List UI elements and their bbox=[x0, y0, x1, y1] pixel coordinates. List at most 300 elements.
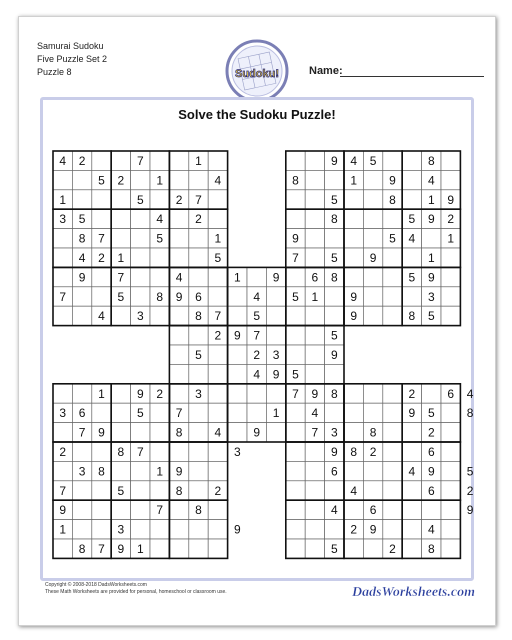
grid-cell[interactable] bbox=[92, 287, 111, 306]
clue-number: 5 bbox=[330, 251, 338, 265]
grid-cell[interactable] bbox=[383, 248, 402, 267]
grid-cell[interactable] bbox=[111, 423, 130, 442]
grid-cell[interactable] bbox=[286, 539, 305, 558]
clue-number: 8 bbox=[330, 270, 338, 285]
grid-cell[interactable] bbox=[189, 520, 208, 539]
samurai-sudoku-grid bbox=[19, 17, 495, 625]
clue-number: 5 bbox=[195, 348, 202, 362]
clue-number: 3 bbox=[59, 406, 67, 421]
grid-cell[interactable] bbox=[111, 403, 130, 422]
grid-cell[interactable] bbox=[325, 481, 344, 500]
grid-cell[interactable] bbox=[383, 384, 402, 403]
clue-number: 9 bbox=[466, 503, 474, 518]
grid-cell[interactable] bbox=[441, 520, 460, 539]
grid-cell[interactable] bbox=[305, 539, 324, 558]
grid-cell[interactable] bbox=[92, 403, 111, 422]
grid-cell[interactable] bbox=[189, 229, 208, 248]
grid-cell[interactable] bbox=[402, 539, 421, 558]
clue-number: 4 bbox=[466, 386, 474, 401]
grid-cell[interactable] bbox=[169, 151, 188, 170]
grid-cell[interactable] bbox=[402, 442, 421, 461]
grid-cell[interactable] bbox=[53, 267, 72, 286]
clue-number: 5 bbox=[330, 542, 338, 556]
grid-cell[interactable] bbox=[305, 442, 324, 461]
clue-number: 8 bbox=[195, 309, 202, 324]
grid-cell[interactable] bbox=[266, 287, 285, 306]
grid-cell[interactable] bbox=[208, 520, 227, 539]
grid-cell[interactable] bbox=[208, 267, 227, 286]
grid-cell[interactable] bbox=[402, 287, 421, 306]
grid-cell[interactable] bbox=[344, 461, 363, 480]
clue-number: 8 bbox=[350, 445, 358, 459]
clue-number: 9 bbox=[427, 212, 435, 227]
clue-number: 8 bbox=[330, 212, 338, 227]
grid-cell[interactable] bbox=[441, 461, 460, 480]
grid-cell[interactable] bbox=[344, 248, 363, 267]
grid-cell[interactable] bbox=[208, 500, 227, 519]
grid-cell[interactable] bbox=[208, 384, 227, 403]
clue-number: 3 bbox=[233, 445, 241, 459]
grid-cell[interactable] bbox=[383, 403, 402, 422]
grid-cell[interactable] bbox=[150, 539, 169, 558]
clue-number: 2 bbox=[369, 445, 377, 459]
grid-cell[interactable] bbox=[72, 500, 91, 519]
clue-number: 1 bbox=[98, 386, 105, 401]
grid-cell[interactable] bbox=[266, 326, 285, 345]
grid-cell[interactable] bbox=[72, 442, 91, 461]
grid-cell[interactable] bbox=[422, 384, 441, 403]
grid-cell[interactable] bbox=[228, 287, 247, 306]
clue-number: 7 bbox=[292, 251, 299, 265]
grid-cell[interactable] bbox=[169, 364, 188, 383]
grid-cell[interactable] bbox=[402, 481, 421, 500]
grid-cell[interactable] bbox=[189, 326, 208, 345]
clue-number: 8 bbox=[292, 173, 299, 188]
grid-cell[interactable] bbox=[53, 539, 72, 558]
grid-cell[interactable] bbox=[111, 461, 130, 480]
grid-cell[interactable] bbox=[305, 520, 324, 539]
clue-number: 9 bbox=[272, 270, 280, 285]
clue-number: 5 bbox=[427, 406, 435, 421]
grid-cell[interactable] bbox=[402, 190, 421, 209]
clue-number: 9 bbox=[253, 425, 261, 440]
clue-number: 8 bbox=[408, 309, 416, 324]
grid-cell[interactable] bbox=[189, 170, 208, 189]
grid-cell[interactable] bbox=[208, 287, 227, 306]
grid-cell[interactable] bbox=[169, 345, 188, 364]
grid-cell[interactable] bbox=[247, 267, 266, 286]
grid-cell[interactable] bbox=[189, 461, 208, 480]
grid-cell[interactable] bbox=[169, 384, 188, 403]
grid-cell[interactable] bbox=[228, 306, 247, 325]
clue-number: 5 bbox=[292, 367, 299, 382]
grid-cell[interactable] bbox=[131, 267, 150, 286]
clue-number: 5 bbox=[408, 270, 416, 285]
grid-cell[interactable] bbox=[169, 500, 188, 519]
puzzle-number-label: Puzzle 8 bbox=[37, 67, 72, 77]
grid-cell[interactable] bbox=[208, 442, 227, 461]
clue-number: 2 bbox=[195, 212, 202, 227]
grid-cell[interactable] bbox=[344, 267, 363, 286]
grid-cell[interactable] bbox=[286, 267, 305, 286]
clue-number: 5 bbox=[214, 251, 222, 265]
grid-cell[interactable] bbox=[150, 403, 169, 422]
clue-number: 7 bbox=[253, 328, 261, 343]
grid-cell[interactable] bbox=[169, 306, 188, 325]
grid-cell[interactable] bbox=[383, 520, 402, 539]
grid-cell[interactable] bbox=[441, 248, 460, 267]
grid-cell[interactable] bbox=[169, 539, 188, 558]
grid-cell[interactable] bbox=[383, 287, 402, 306]
grid-cell[interactable] bbox=[111, 500, 130, 519]
grid-cell[interactable] bbox=[208, 209, 227, 228]
grid-cell[interactable] bbox=[189, 267, 208, 286]
grid-cell[interactable] bbox=[189, 442, 208, 461]
grid-cell[interactable] bbox=[247, 384, 266, 403]
grid-cell[interactable] bbox=[305, 151, 324, 170]
clue-number: 1 bbox=[136, 542, 144, 556]
grid-cell[interactable] bbox=[344, 229, 363, 248]
clue-number: 7 bbox=[175, 406, 183, 421]
grid-cell[interactable] bbox=[53, 384, 72, 403]
grid-cell[interactable] bbox=[286, 403, 305, 422]
grid-cell[interactable] bbox=[169, 442, 188, 461]
grid-cell[interactable] bbox=[150, 423, 169, 442]
grid-cell[interactable] bbox=[53, 423, 72, 442]
clue-number: 2 bbox=[427, 425, 435, 440]
clue-number: 6 bbox=[447, 386, 455, 401]
grid-cell[interactable] bbox=[286, 423, 305, 442]
grid-cell[interactable] bbox=[441, 539, 460, 558]
clue-number: 4 bbox=[350, 154, 358, 168]
grid-cell[interactable] bbox=[150, 190, 169, 209]
grid-cell[interactable] bbox=[189, 539, 208, 558]
clue-number: 6 bbox=[330, 464, 338, 479]
grid-cell[interactable] bbox=[92, 520, 111, 539]
grid-cell[interactable] bbox=[286, 190, 305, 209]
grid-cell[interactable] bbox=[189, 248, 208, 267]
grid-cell[interactable] bbox=[266, 423, 285, 442]
grid-cell[interactable] bbox=[150, 151, 169, 170]
grid-cell[interactable] bbox=[150, 267, 169, 286]
grid-cell[interactable] bbox=[266, 384, 285, 403]
grid-cell[interactable] bbox=[383, 461, 402, 480]
grid-cell[interactable] bbox=[344, 384, 363, 403]
clue-number: 5 bbox=[136, 406, 144, 421]
grid-cell[interactable] bbox=[402, 520, 421, 539]
grid-cell[interactable] bbox=[131, 248, 150, 267]
clue-number: 5 bbox=[389, 231, 396, 246]
grid-cell[interactable] bbox=[208, 403, 227, 422]
clue-number: 7 bbox=[98, 231, 105, 246]
grid-cell[interactable] bbox=[131, 500, 150, 519]
grid-cell[interactable] bbox=[402, 151, 421, 170]
grid-cell[interactable] bbox=[383, 500, 402, 519]
grid-cell[interactable] bbox=[131, 481, 150, 500]
grid-cell[interactable] bbox=[92, 209, 111, 228]
clue-number: 2 bbox=[214, 483, 222, 498]
grid-cell[interactable] bbox=[150, 520, 169, 539]
grid-cell[interactable] bbox=[286, 345, 305, 364]
grid-cell[interactable] bbox=[344, 500, 363, 519]
grid-cell[interactable] bbox=[441, 423, 460, 442]
grid-cell[interactable] bbox=[208, 151, 227, 170]
grid-cell[interactable] bbox=[247, 403, 266, 422]
clue-number: 4 bbox=[408, 231, 416, 246]
grid-cell[interactable] bbox=[344, 209, 363, 228]
grid-cell[interactable] bbox=[305, 461, 324, 480]
grid-cell[interactable] bbox=[72, 306, 91, 325]
grid-cell[interactable] bbox=[441, 151, 460, 170]
grid-cell[interactable] bbox=[72, 190, 91, 209]
clue-number: 9 bbox=[330, 154, 338, 168]
clue-number: 2 bbox=[98, 251, 105, 265]
grid-cell[interactable] bbox=[228, 345, 247, 364]
brand-text: DadsWorksheets.com bbox=[351, 585, 475, 600]
grid-cell[interactable] bbox=[286, 326, 305, 345]
grid-cell[interactable] bbox=[169, 520, 188, 539]
grid-cell[interactable] bbox=[344, 423, 363, 442]
clue-number: 3 bbox=[136, 309, 144, 324]
grid-cell[interactable] bbox=[286, 209, 305, 228]
grid-cell[interactable] bbox=[286, 500, 305, 519]
grid-cell[interactable] bbox=[131, 520, 150, 539]
clue-number: 6 bbox=[427, 483, 435, 498]
clue-number: 2 bbox=[408, 386, 416, 401]
clue-number: 5 bbox=[466, 464, 474, 479]
grid-cell[interactable] bbox=[305, 248, 324, 267]
grid-cell[interactable] bbox=[53, 229, 72, 248]
grid-cell[interactable] bbox=[53, 248, 72, 267]
clue-number: 9 bbox=[408, 406, 416, 421]
grid-cell[interactable] bbox=[266, 306, 285, 325]
clue-number: 2 bbox=[389, 542, 396, 556]
grid-cell[interactable] bbox=[53, 306, 72, 325]
grid-cell[interactable] bbox=[111, 229, 130, 248]
grid-cell[interactable] bbox=[131, 209, 150, 228]
clue-number: 7 bbox=[78, 425, 86, 440]
clue-number: 5 bbox=[292, 289, 299, 304]
grid-cell[interactable] bbox=[208, 461, 227, 480]
clue-number: 8 bbox=[175, 425, 183, 440]
worksheet-page bbox=[18, 16, 496, 626]
clue-number: 5 bbox=[117, 483, 125, 498]
grid-cell[interactable] bbox=[441, 170, 460, 189]
grid-cell[interactable] bbox=[169, 170, 188, 189]
grid-cell[interactable] bbox=[286, 151, 305, 170]
grid-cell[interactable] bbox=[344, 539, 363, 558]
grid-cell[interactable] bbox=[305, 306, 324, 325]
grid-cell[interactable] bbox=[131, 287, 150, 306]
grid-cell[interactable] bbox=[305, 209, 324, 228]
grid-cell[interactable] bbox=[150, 306, 169, 325]
clue-number: 8 bbox=[427, 542, 435, 556]
grid-cell[interactable] bbox=[208, 539, 227, 558]
grid-cell[interactable] bbox=[189, 481, 208, 500]
clue-number: 1 bbox=[233, 270, 241, 285]
grid-cell[interactable] bbox=[72, 520, 91, 539]
clue-number: 7 bbox=[195, 192, 202, 207]
grid-cell[interactable] bbox=[53, 461, 72, 480]
clue-number: 3 bbox=[59, 212, 67, 227]
grid-cell[interactable] bbox=[286, 520, 305, 539]
grid-cell[interactable] bbox=[150, 481, 169, 500]
clue-number: 1 bbox=[156, 464, 164, 479]
grid-cell[interactable] bbox=[169, 248, 188, 267]
grid-cell[interactable] bbox=[305, 481, 324, 500]
grid-cell[interactable] bbox=[325, 403, 344, 422]
clue-number: 4 bbox=[214, 425, 222, 440]
clue-number: 8 bbox=[330, 386, 338, 401]
grid-cell[interactable] bbox=[131, 229, 150, 248]
grid-cell[interactable] bbox=[363, 384, 382, 403]
grid-cell[interactable] bbox=[325, 364, 344, 383]
grid-cell[interactable] bbox=[305, 229, 324, 248]
grid-cell[interactable] bbox=[363, 287, 382, 306]
grid-cell[interactable] bbox=[72, 287, 91, 306]
grid-cell[interactable] bbox=[363, 170, 382, 189]
grid-cell[interactable] bbox=[325, 520, 344, 539]
grid-cell[interactable] bbox=[402, 423, 421, 442]
grid-cell[interactable] bbox=[92, 151, 111, 170]
clue-number: 1 bbox=[311, 289, 319, 304]
grid-cell[interactable] bbox=[131, 461, 150, 480]
grid-cell[interactable] bbox=[383, 267, 402, 286]
grid-cell[interactable] bbox=[325, 287, 344, 306]
grid-cell[interactable] bbox=[441, 306, 460, 325]
grid-cell[interactable] bbox=[169, 209, 188, 228]
grid-cell[interactable] bbox=[228, 403, 247, 422]
grid-cell[interactable] bbox=[305, 364, 324, 383]
grid-cell[interactable] bbox=[305, 500, 324, 519]
grid-cell[interactable] bbox=[363, 539, 382, 558]
grid-cell[interactable] bbox=[344, 190, 363, 209]
grid-cell[interactable] bbox=[363, 461, 382, 480]
clue-number: 1 bbox=[117, 251, 125, 265]
grid-cell[interactable] bbox=[383, 209, 402, 228]
clue-number: 4 bbox=[253, 289, 261, 304]
grid-cell[interactable] bbox=[53, 170, 72, 189]
grid-cell[interactable] bbox=[111, 151, 130, 170]
grid-cell[interactable] bbox=[383, 481, 402, 500]
grid-cell[interactable] bbox=[92, 481, 111, 500]
grid-cell[interactable] bbox=[441, 287, 460, 306]
clue-number: 5 bbox=[98, 173, 105, 188]
grid-cell[interactable] bbox=[441, 481, 460, 500]
clue-number: 9 bbox=[136, 386, 144, 401]
grid-cell[interactable] bbox=[363, 229, 382, 248]
grid-cell[interactable] bbox=[72, 384, 91, 403]
grid-cell[interactable] bbox=[286, 481, 305, 500]
grid-cell[interactable] bbox=[72, 481, 91, 500]
grid-cell[interactable] bbox=[325, 306, 344, 325]
clue-number: 2 bbox=[466, 483, 474, 498]
grid-cell[interactable] bbox=[402, 170, 421, 189]
grid-cell[interactable] bbox=[92, 190, 111, 209]
grid-cell[interactable] bbox=[208, 345, 227, 364]
clue-number: 9 bbox=[330, 445, 338, 459]
grid-cell[interactable] bbox=[325, 229, 344, 248]
grid-cell[interactable] bbox=[189, 423, 208, 442]
grid-cell[interactable] bbox=[111, 209, 130, 228]
grid-cell[interactable] bbox=[402, 500, 421, 519]
grid-cell[interactable] bbox=[422, 229, 441, 248]
grid-cell[interactable] bbox=[228, 384, 247, 403]
clue-number: 9 bbox=[369, 251, 377, 265]
grid-cell[interactable] bbox=[131, 170, 150, 189]
grid-cell[interactable] bbox=[150, 442, 169, 461]
grid-cell[interactable] bbox=[305, 326, 324, 345]
grid-cell[interactable] bbox=[363, 481, 382, 500]
grid-cell[interactable] bbox=[92, 442, 111, 461]
grid-cell[interactable] bbox=[286, 461, 305, 480]
grid-cell[interactable] bbox=[92, 267, 111, 286]
clue-number: 9 bbox=[350, 289, 358, 304]
grid-cell[interactable] bbox=[150, 248, 169, 267]
grid-cell[interactable] bbox=[363, 267, 382, 286]
clue-number: 4 bbox=[156, 212, 164, 227]
grid-cell[interactable] bbox=[208, 190, 227, 209]
grid-cell[interactable] bbox=[383, 423, 402, 442]
grid-cell[interactable] bbox=[402, 248, 421, 267]
clue-number: 5 bbox=[427, 309, 435, 324]
grid-cell[interactable] bbox=[344, 403, 363, 422]
grid-cell[interactable] bbox=[441, 267, 460, 286]
grid-cell[interactable] bbox=[286, 306, 305, 325]
grid-cell[interactable] bbox=[169, 229, 188, 248]
grid-cell[interactable] bbox=[111, 384, 130, 403]
grid-cell[interactable] bbox=[208, 364, 227, 383]
clue-number: 1 bbox=[427, 251, 435, 265]
clue-number: 7 bbox=[292, 386, 299, 401]
grid-cell[interactable] bbox=[286, 442, 305, 461]
grid-cell[interactable] bbox=[325, 170, 344, 189]
grid-cell[interactable] bbox=[383, 442, 402, 461]
clue-number: 4 bbox=[175, 270, 183, 285]
grid-cell[interactable] bbox=[383, 151, 402, 170]
grid-cell[interactable] bbox=[169, 326, 188, 345]
grid-cell[interactable] bbox=[305, 345, 324, 364]
grid-cell[interactable] bbox=[363, 209, 382, 228]
clue-number: 7 bbox=[311, 425, 319, 440]
clue-number: 8 bbox=[156, 289, 164, 304]
grid-cell[interactable] bbox=[383, 306, 402, 325]
clue-number: 4 bbox=[214, 173, 222, 188]
grid-cell[interactable] bbox=[363, 306, 382, 325]
grid-cell[interactable] bbox=[92, 500, 111, 519]
grid-cell[interactable] bbox=[363, 190, 382, 209]
grid-cell[interactable] bbox=[189, 364, 208, 383]
grid-cell[interactable] bbox=[111, 190, 130, 209]
grid-cell[interactable] bbox=[441, 403, 460, 422]
clue-number: 9 bbox=[369, 522, 377, 537]
grid-cell[interactable] bbox=[305, 170, 324, 189]
clue-number: 7 bbox=[59, 289, 67, 304]
grid-cell[interactable] bbox=[441, 442, 460, 461]
grid-cell[interactable] bbox=[422, 500, 441, 519]
grid-cell[interactable] bbox=[228, 364, 247, 383]
grid-cell[interactable] bbox=[72, 170, 91, 189]
grid-cell[interactable] bbox=[111, 306, 130, 325]
clue-number: 1 bbox=[272, 406, 280, 421]
grid-cell[interactable] bbox=[228, 423, 247, 442]
clue-number: 9 bbox=[117, 542, 125, 556]
grid-cell[interactable] bbox=[189, 403, 208, 422]
grid-cell[interactable] bbox=[363, 403, 382, 422]
grid-cell[interactable] bbox=[305, 190, 324, 209]
grid-cell[interactable] bbox=[131, 423, 150, 442]
grid-cell[interactable] bbox=[441, 500, 460, 519]
